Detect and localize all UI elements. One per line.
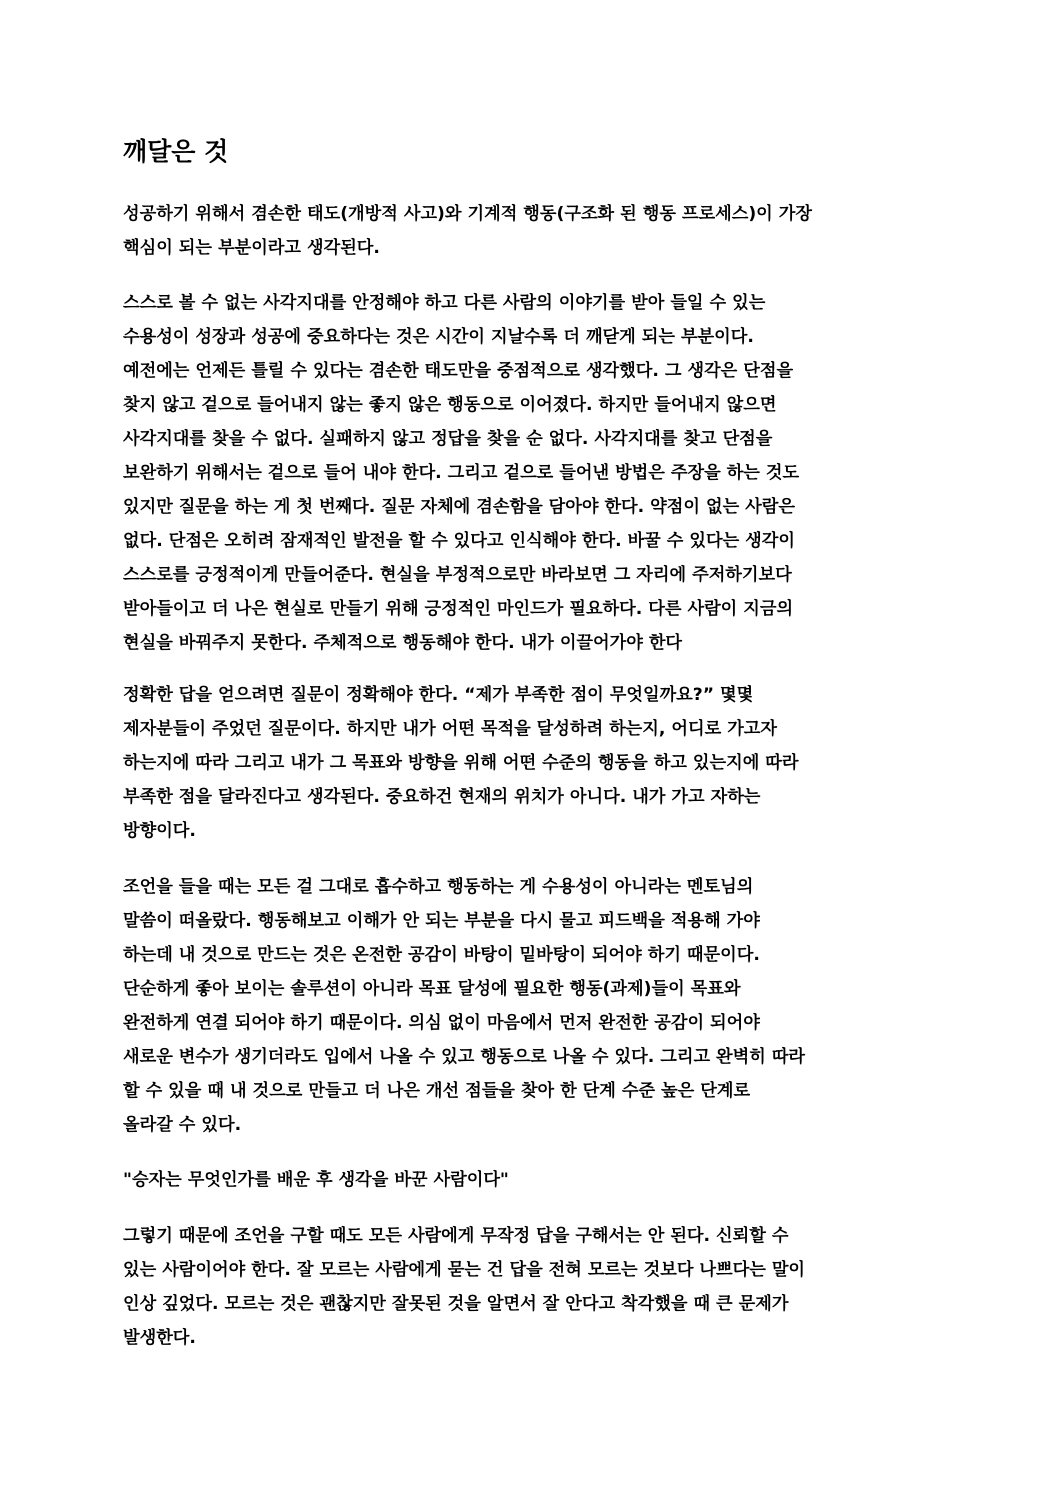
- paragraph-2: [123, 286, 933, 660]
- paragraph-line: 예전에는 언제든 틀릴 수 있다는 겸손한 태도만을 중점적으로 생각했다. 그 생각은 단점을: [123, 361, 794, 381]
- paragraph-line: 사각지대를 찾을 수 없다. 실패하지 않고 정답을 찾을 순 없다. 사각지대를 찾고 단점을: [123, 429, 773, 449]
- paragraph-line: 그렇기 때문에 조언을 구할 때도 모든 사람에게 무작정 답을 구해서는 안 된다. 신뢰할 수: [123, 1226, 789, 1246]
- paragraph-line: 없다. 단점은 오히려 잠재적인 발전을 할 수 있다고 인식해야 한다. 바꿀 수 있다는 생각이: [123, 531, 795, 551]
- paragraph-line: 단순하게 좋아 보이는 솔루션이 아니라 목표 달성에 필요한 행동(과제)들이 목표와: [123, 979, 741, 999]
- paragraph-line: 스스로 볼 수 없는 사각지대를 안정해야 하고 다른 사람의 이야기를 받아 들일 수 있는: [123, 293, 766, 313]
- paragraph-line: 정확한 답을 얻으려면 질문이 정확해야 한다. “제가 부족한 점이 무엇일까요?” 몇몇: [123, 685, 754, 705]
- paragraph-line: 현실을 바꿔주지 못한다. 주체적으로 행동해야 한다. 내가 이끌어가야 한다: [123, 633, 683, 653]
- paragraph-line: 핵심이 되는 부분이라고 생각된다.: [123, 238, 380, 258]
- paragraph-line: 성공하기 위해서 겸손한 태도(개방적 사고)와 기계적 행동(구조화 된 행동 프로세스)이 가장: [123, 204, 812, 224]
- paragraph-line: 보완하기 위해서는 겉으로 들어 내야 한다. 그리고 겉으로 들어낸 방법은 주장을 하는 것도: [123, 463, 800, 483]
- paragraph-line: 부족한 점을 달라진다고 생각된다. 중요하건 현재의 위치가 아니다. 내가 가고 자하는: [123, 787, 761, 807]
- quote-line: "승자는 무엇인가를 배운 후 생각을 바꾼 사람이다": [123, 1170, 509, 1190]
- paragraph-4: [123, 870, 933, 1142]
- paragraph-line: 말씀이 떠올랐다. 행동해보고 이해가 안 되는 부분을 다시 물고 피드백을 적용해 가야: [123, 911, 760, 931]
- paragraph-line: 하는데 내 것으로 만드는 것은 온전한 공감이 바탕이 밑바탕이 되어야 하기 때문이다.: [123, 945, 760, 965]
- paragraph-1: [123, 197, 933, 265]
- paragraph-line: 찾지 않고 겉으로 들어내지 않는 좋지 않은 행동으로 이어졌다. 하지만 들어내지 않으면: [123, 395, 777, 415]
- paragraph-line: 완전하게 연결 되어야 하기 때문이다. 의심 없이 마음에서 먼저 완전한 공감이 되어야: [123, 1013, 760, 1033]
- paragraph-line: 제자분들이 주었던 질문이다. 하지만 내가 어떤 목적을 달성하려 하는지, 어디로 가고자: [123, 719, 778, 739]
- paragraph-line: 방향이다.: [123, 821, 196, 841]
- document-title: 깨달은 것: [123, 137, 229, 166]
- paragraph-line: 인상 깊었다. 모르는 것은 괜찮지만 잘못된 것을 알면서 잘 안다고 착각했을 때 큰 문제가: [123, 1294, 789, 1314]
- quote-paragraph: [123, 1163, 933, 1197]
- paragraph-6: [123, 1219, 933, 1355]
- paragraph-line: 받아들이고 더 나은 현실로 만들기 위해 긍정적인 마인드가 필요하다. 다른 사람이 지금의: [123, 599, 794, 619]
- paragraph-line: 할 수 있을 때 내 것으로 만들고 더 나은 개선 점들을 찾아 한 단계 수준 높은 단계로: [123, 1081, 751, 1101]
- paragraph-line: 새로운 변수가 생기더라도 입에서 나올 수 있고 행동으로 나올 수 있다. 그리고 완벽히 따라: [123, 1047, 806, 1067]
- paragraph-line: 스스로를 긍정적이게 만들어준다. 현실을 부정적으로만 바라보면 그 자리에 주저하기보다: [123, 565, 792, 585]
- paragraph-line: 하는지에 따라 그리고 내가 그 목표와 방향을 위해 어떤 수준의 행동을 하고 있는지에 따라: [123, 753, 799, 773]
- paragraph-line: 올라갈 수 있다.: [123, 1115, 242, 1135]
- paragraph-line: 조언을 들을 때는 모든 걸 그대로 흡수하고 행동하는 게 수용성이 아니라는 멘토님의: [123, 877, 754, 897]
- paragraph-line: 발생한다.: [123, 1328, 196, 1348]
- paragraph-line: 수용성이 성장과 성공에 중요하다는 것은 시간이 지날수록 더 깨닫게 되는 부분이다.: [123, 327, 754, 347]
- paragraph-line: 있지만 질문을 하는 게 첫 번째다. 질문 자체에 겸손함을 담아야 한다. 약점이 없는 사람은: [123, 497, 795, 517]
- paragraph-3: [123, 678, 933, 848]
- paragraph-line: 있는 사람이어야 한다. 잘 모르는 사람에게 묻는 건 답을 전혀 모르는 것보다 나쁘다는 말이: [123, 1260, 806, 1280]
